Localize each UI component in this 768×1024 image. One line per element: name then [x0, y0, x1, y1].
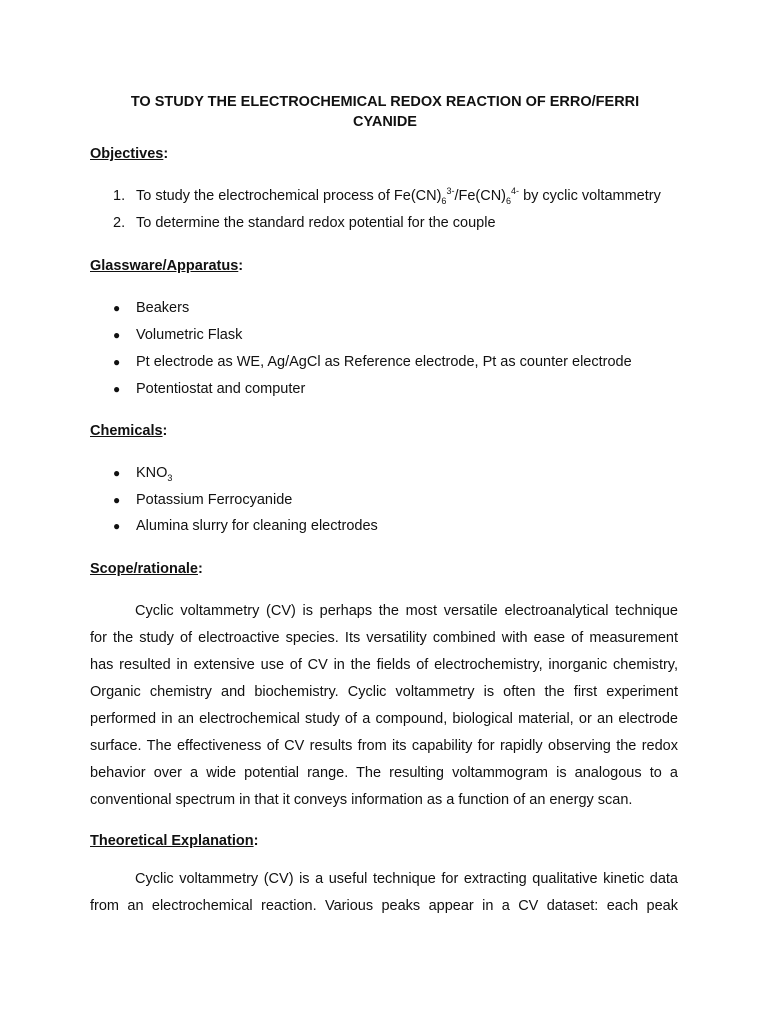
paragraph-line: Cyclic voltammetry (CV) is perhaps the most versatile electroanalytical technique: [135, 603, 678, 619]
scope-paragraph: [90, 598, 678, 814]
bullet-icon: ●: [113, 355, 121, 369]
bullet-icon: ●: [113, 328, 121, 342]
list-number: 2.: [113, 215, 126, 231]
apparatus-heading: Glassware/Apparatus:: [90, 258, 244, 274]
paragraph-line: performed in an electrochemical study of a compound, biological material, or an electrode: [90, 711, 678, 727]
paragraph-line: conventional spectrum in that it conveys information as a function of an energy scan.: [90, 792, 633, 808]
paragraph-line: from an electrochemical reaction. Various peaks appear in a CV dataset: each peak: [90, 898, 678, 914]
bullet-icon: ●: [113, 466, 121, 480]
bullet-icon: ●: [113, 301, 121, 315]
objectives-heading: Objectives:: [90, 146, 169, 162]
bullet-icon: ●: [113, 382, 121, 396]
chemicals-heading: Chemicals:: [90, 423, 168, 439]
theory-heading: Theoretical Explanation:: [90, 833, 259, 849]
bullet-icon: ●: [113, 493, 121, 507]
paragraph-line: behavior over a wide potential range. The resulting voltammogram is analogous to a: [90, 765, 678, 781]
paragraph-line: for the study of electroactive species. Its versatility combined with ease of measurement: [90, 630, 678, 646]
paragraph-line: Organic chemistry and biochemistry. Cyclic voltammetry is often the first experiment: [90, 684, 678, 700]
document-page: TO STUDY THE ELECTROCHEMICAL REDOX REACTION OF ERRO/FERRI CYANIDE Objectives: 1. To study the electrochemical process of $Fe(CN)_6^{3-}/Fe(CN)_6^{4-}$ by cyclic voltammetry 2. To determine the standard redox potential for the couple Glassware/Apparatus: ● Beakers ● Volumetric Flask ● Pt electrode as WE, Ag/AgCl as Reference electrode, Pt as counter electrode ● Potentiostat and computer Chemicals: ● $KNO_3$ ● Potassium Ferrocyanide ● Alumina slurry for cleaning electrodes Scope/rationale: Cyclic voltammetry (CV) is perhaps the most versatile electroanalytical technique for the study of electroactive species. Its versatility combined with ease of measurement has resulted in extensive use of CV in the fields of electrochemistry, inorganic chemistry, Organic chemistry and biochemistry. Cyclic voltammetry is often the first experiment performed in an electrochemical study of a compound, biological material, or an electrode surface. The effectiveness of CV results from its capability for rapidly observing the redox behavior over a wide potential range. The resulting voltammogram is analogous to a conventional spectrum in that it conveys information as a function of an energy scan. Theoretical Explanation: Cyclic voltammetry (CV) is a useful technique for extracting qualitative kinetic data from an electrochemical reaction. Various peaks appear in a CV dataset: each peak: [0, 0, 768, 1024]
title-line-1: TO STUDY THE ELECTROCHEMICAL REDOX REACTION OF ERRO/FERRI: [130, 94, 640, 110]
document-title: [90, 92, 680, 132]
list-number: 1.: [113, 188, 126, 204]
paragraph-line: surface. The effectiveness of CV results from its capability for rapidly observing the redox: [90, 738, 678, 754]
paragraph-line: has resulted in extensive use of CV in the fields of electrochemistry, inorganic chemistry,: [90, 657, 678, 673]
paragraph-line: Cyclic voltammetry (CV) is a useful technique for extracting qualitative kinetic data: [135, 871, 678, 887]
title-line-2: CYANIDE: [353, 114, 417, 130]
bullet-icon: ●: [113, 519, 121, 533]
scope-heading: Scope/rationale:: [90, 561, 203, 577]
theory-paragraph: [90, 866, 678, 920]
